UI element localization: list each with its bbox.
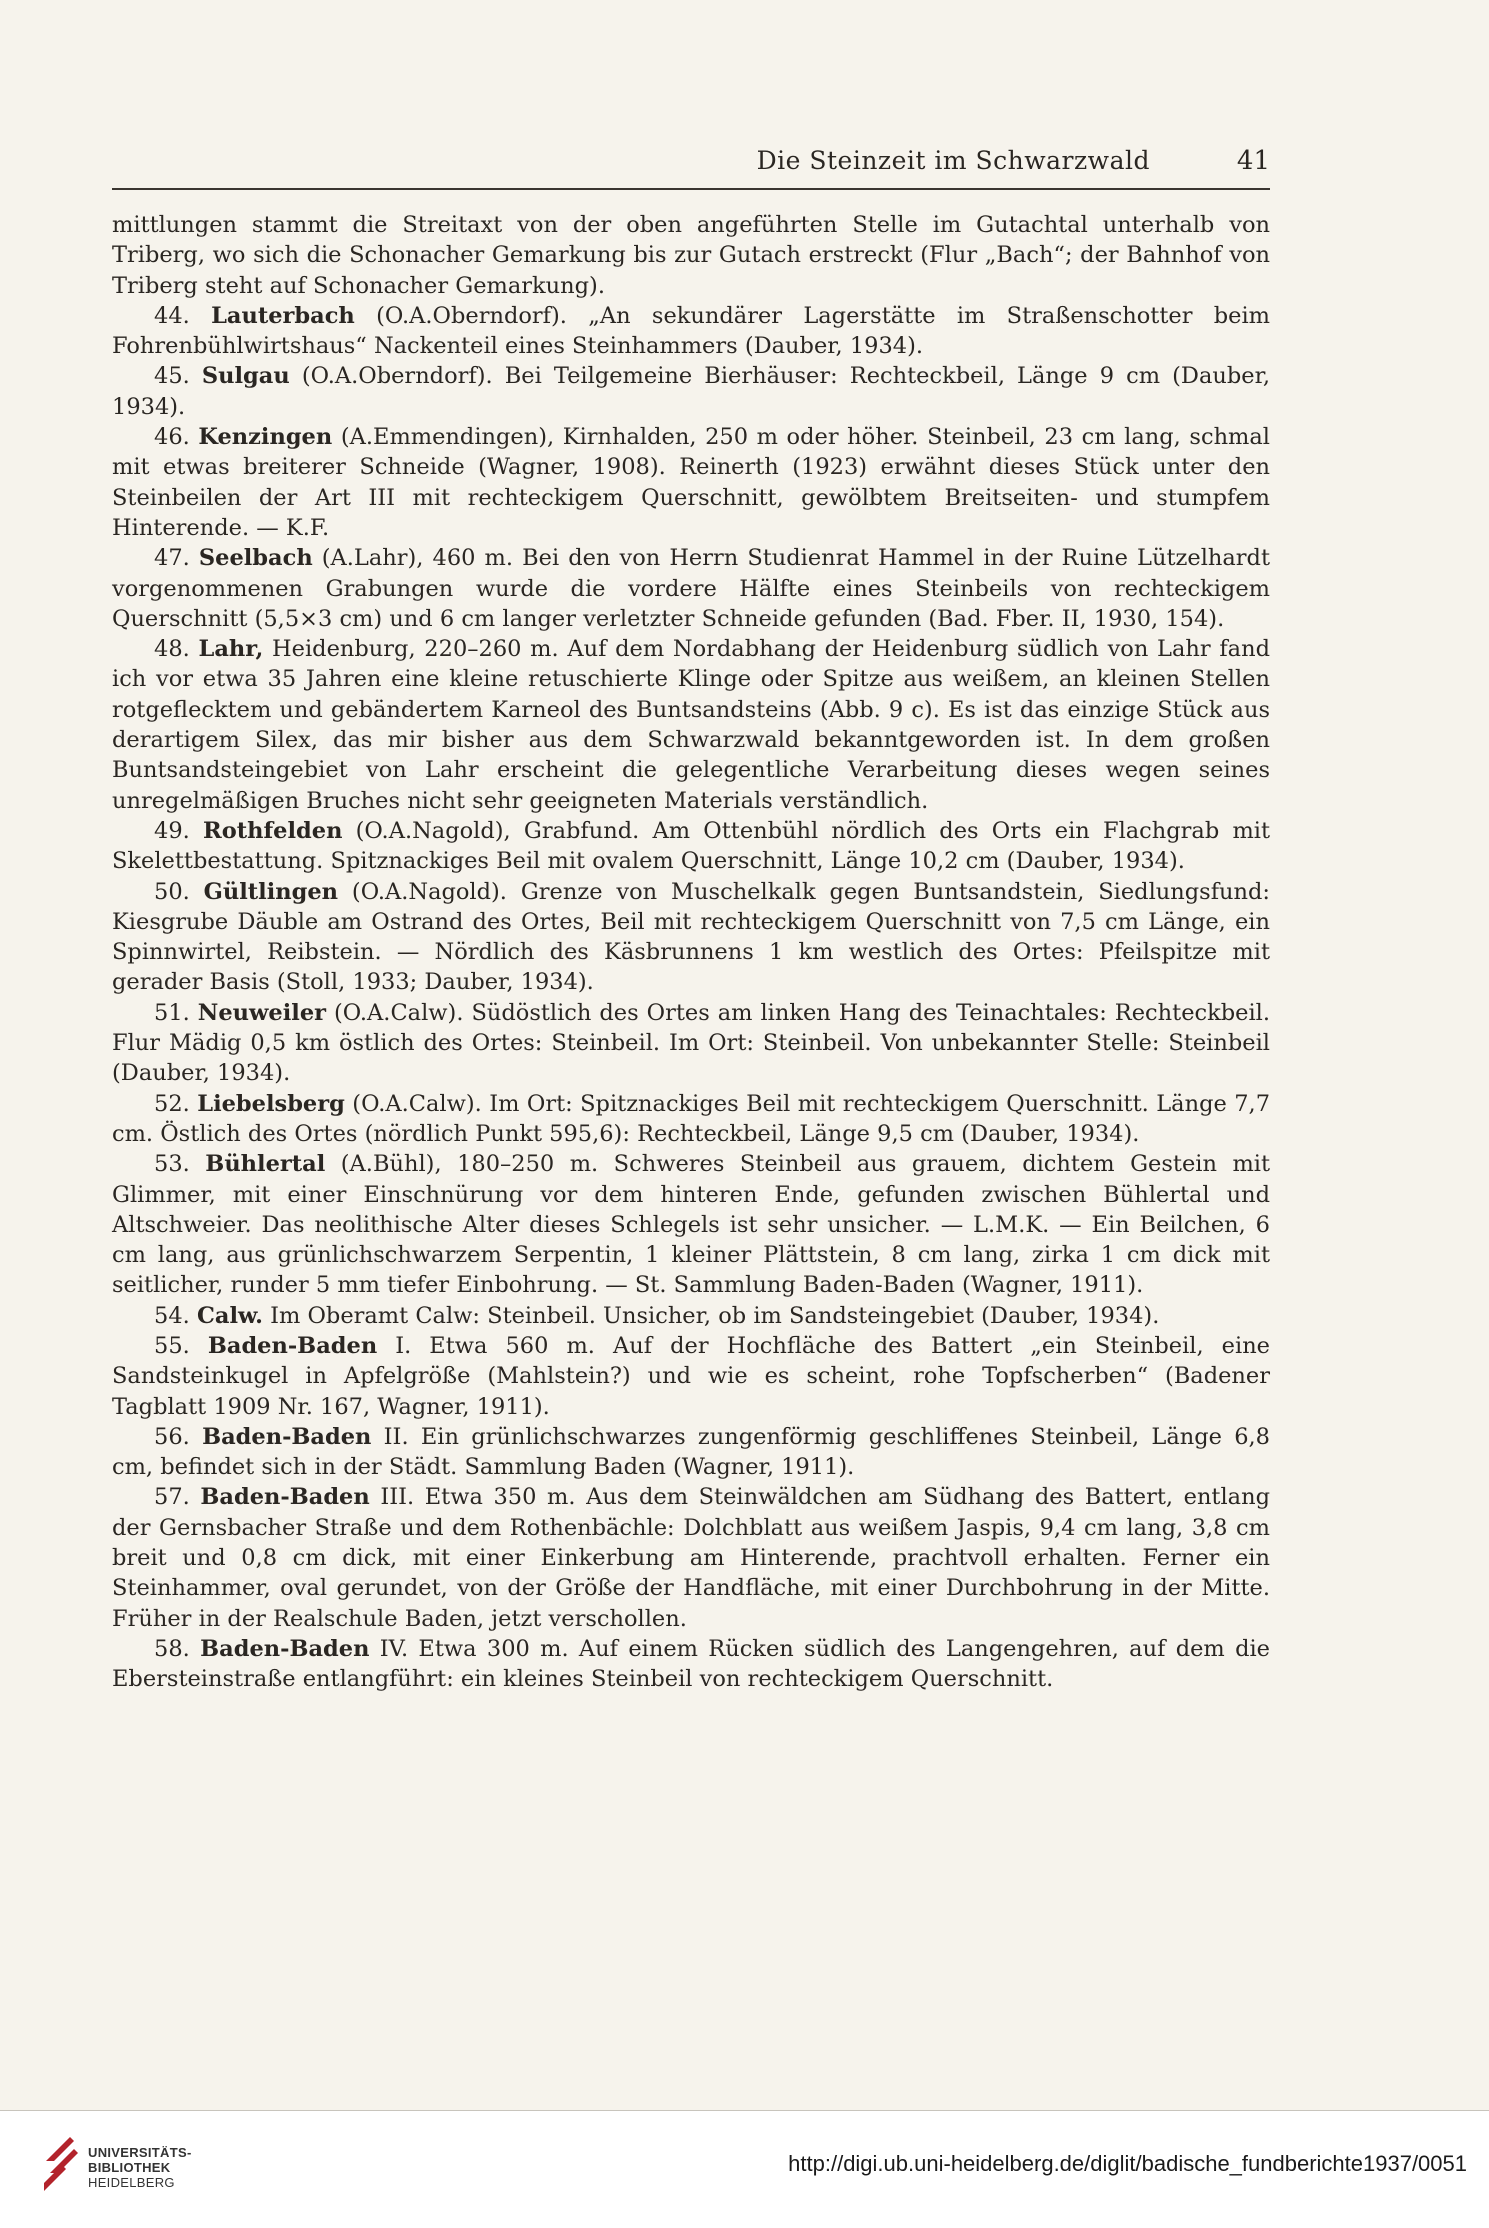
entry-place-name: Baden-Baden [207,1332,378,1359]
entry-number: 47. [154,545,190,572]
library-name-line: HEIDELBERG [88,2175,175,2190]
entry-number: 48. [154,636,190,663]
entry-place-name: Baden-Baden [200,1635,370,1662]
entry-text: (O.A.Oberndorf). „An sekundärer Lagerstätte im Straßenschotter beim Fohrenbühlwirtshaus“ Nackenteil eines Steinhammers (Dauber, 1934). [112,302,1271,360]
entry-text: mittlungen stammt die Streitaxt von der oben angeführten Stelle im Gutachtal unterhalb von Triberg, wo sich die Schonacher Gemarkung bis zur Gutach erstreckt (Flur „Bach“; der Bahnhof von Triberg steht auf Schonacher Gemarkung). [112,212,1270,299]
entry-text: Heidenburg, 220–260 m. Auf dem Nordabhang der Heidenburg südlich von Lahr fand ich vor etwa 35 Jahren eine kleine retuschierte Klinge oder Spitze aus weißem, an kleinen Stellen rotgeflecktem und gebändertem Karneol des Buntsandsteins (Abb. 9 c). Es ist das einzige Stück aus derartigem Silex, das mir bisher aus dem Schwarzwald bekanntgeworden ist. In dem großen Buntsandsteingebiet von Lahr erscheint die gelegentliche Verarbeitung dieses wegen seines unregelmäßigen Bruches nicht sehr geeigneten Materials verständlich. [112,636,1270,814]
entry-paragraph [112,1149,1270,1300]
entry-text: III. Etwa 350 m. Aus dem Steinwäldchen am Südhang des Battert, entlang der Gernsbacher Straße und dem Rothenbächle: Dolchblatt aus weißem Jaspis, 9,4 cm lang, 3,8 cm breit und 0,8 cm dick, mit einer Einkerbung am Hinterende, prachtvoll erhalten. Ferner ein Steinhammer, oval gerundet, von der Größe der Handfläche, mit einer Durchbohrung in der Mitte. Früher in der Realschule Baden, jetzt verschollen. [112,1484,1270,1632]
running-title: Die Steinzeit im Schwarzwald [756,146,1150,175]
entry-number: 54. [154,1302,190,1329]
entry-text: (O.A.Nagold), Grabfund. Am Ottenbühl nördlich des Orts ein Flachgrab mit Skelettbestattung. Spitznackiges Beil mit ovalem Querschnitt, Länge 10,2 cm (Dauber, 1934). [112,817,1271,875]
library-logo-icon [40,2135,80,2195]
entry-text: IV. Etwa 300 m. Auf einem Rücken südlich des Langengehren, auf dem die Ebersteinstraße entlangführt: ein kleines Steinbeil von rechteckigem Querschnitt. [112,1635,1270,1693]
entry-text: (A.Lahr), 460 m. Bei den von Herrn Studienrat Hammel in der Ruine Lützelhardt vorgenommenen Grabungen wurde die vordere Hälfte eines Steinbeils von rechteckigem Querschnitt (5,5×3 cm) und 6 cm langer verletzter Schneide gefunden (Bad. Fber. II, 1930, 154). [112,545,1270,632]
page-number: 41 [1236,146,1270,176]
entry-number: 52. [154,1090,190,1117]
entry-text: II. Ein grünlichschwarzes zungenförmig geschliffenes Steinbeil, Länge 6,8 cm, befindet sich in der Städt. Sammlung Baden (Wagner, 1911). [112,1423,1270,1481]
entry-place-name: Baden-Baden [202,1423,372,1450]
entry-paragraph [112,1089,1270,1150]
entry-number: 56. [154,1423,190,1450]
entry-place-name: Baden-Baden [200,1484,370,1511]
page-header [112,140,1270,190]
entry-number: 55. [154,1332,190,1359]
entry-paragraph [112,1634,1270,1695]
entry-paragraph [112,422,1270,543]
entry-number: 57. [154,1484,190,1511]
entry-paragraph [112,1331,1270,1422]
entry-paragraph [112,1482,1270,1633]
source-url-link[interactable]: http://digi.ub.uni-heidelberg.de/diglit/badische_fundberichte1937/0051 [788,2151,1467,2176]
entry-place-name: Neuweiler [197,999,326,1026]
entry-text: (O.A.Calw). Südöstlich des Ortes am linken Hang des Teinachtales: Rechteckbeil. Flur Mädig 0,5 km östlich des Ortes: Steinbeil. Im Ort: Steinbeil. Von unbekannter Stelle: Steinbeil (Dauber, 1934). [112,999,1271,1087]
entry-text: (O.A.Nagold). Grenze von Muschelkalk gegen Buntsandstein, Siedlungsfund: Kiesgrube Däuble am Ostrand des Ortes, Beil mit rechteckigem Querschnitt von 7,5 cm Länge, ein Spinnwirtel, Reibstein. — Nördlich des Käsbrunnens 1 km westlich des Ortes: Pfeilspitze mit gerader Basis (Stoll, 1933; Dauber, 1934). [112,878,1271,996]
entry-text: (A.Bühl), 180–250 m. Schweres Steinbeil aus grauem, dichtem Gestein mit Glimmer, mit einer Einschnürung vor dem hinteren Ende, gefunden zwischen Bühlertal und Altschweier. Das neolithische Alter dieses Schlegels ist sehr unsicher. — L.M.K. — Ein Beilchen, 6 cm lang, aus grünlichschwarzem Serpentin, 1 kleiner Plättstein, 8 cm lang, zirka 1 cm dick mit seitlicher, runder 5 mm tiefer Einbohrung. — St. Sammlung Baden-Baden (Wagner, 1911). [112,1151,1271,1299]
entry-number: 46. [154,424,190,451]
library-name-line: UNIVERSITÄTS- [88,2145,192,2160]
library-name [88,2145,192,2190]
library-name-line: BIBLIOTHEK [88,2160,171,2175]
entry-place-name: Seelbach [198,545,313,572]
entry-place-name: Liebelsberg [197,1090,345,1117]
entry-text: (O.A.Oberndorf). Bei Teilgemeine Bierhäuser: Rechteckbeil, Länge 9 cm (Dauber, 1934). [112,363,1271,420]
entry-text: Im Oberamt Calw: Steinbeil. Unsicher, ob im Sandsteingebiet (Dauber, 1934). [270,1302,1160,1329]
library-logo[interactable] [40,2131,240,2211]
entry-paragraph [112,634,1270,816]
entry-place-name: Bühlertal [205,1151,326,1178]
entry-number: 44. [154,302,190,329]
entry-number: 49. [154,817,190,844]
entry-number: 51. [154,999,190,1026]
entry-paragraph [112,301,1270,362]
entry-place-name: Sulgau [201,363,290,390]
entry-place-name: Lauterbach [211,302,355,329]
page-body [112,210,1270,1695]
entry-place-name: Lahr, [198,636,264,663]
entry-number: 45. [154,363,190,390]
entry-place-name: Rothfelden [203,817,343,844]
entry-paragraph [112,210,1270,301]
entry-text: (A.Emmendingen), Kirnhalden, 250 m oder höher. Steinbeil, 23 cm lang, schmal mit etwas breiterer Schneide (Wagner, 1908). Reinerth (1923) erwähnt dieses Stück unter den Steinbeilen der Art III mit rechteckigem Querschnitt, gewölbtem Breitseiten- und stumpfem Hinterende. — K.F. [112,424,1271,541]
entry-paragraph [112,361,1270,422]
entry-number: 50. [154,878,190,905]
entry-number: 53. [154,1151,190,1178]
entry-text: I. Etwa 560 m. Auf der Hochfläche des Battert „ein Steinbeil, eine Sandsteinkugel in Apfelgröße (Mahlstein?) und wie es scheint, rohe Topfscherben“ (Badener Tagblatt 1909 Nr. 167, Wagner, 1911). [112,1332,1271,1420]
entry-paragraph [112,877,1270,998]
entry-paragraph [112,1301,1270,1331]
entry-paragraph [112,998,1270,1089]
entry-paragraph [112,816,1270,877]
entry-place-name: Calw. [196,1302,263,1329]
entry-text: (O.A.Calw). Im Ort: Spitznackiges Beil mit rechteckigem Querschnitt. Länge 7,7 cm. Östlich des Ortes (nördlich Punkt 595,6): Rechteckbeil, Länge 9,5 cm (Dauber, 1934). [112,1090,1271,1147]
entry-number: 58. [154,1635,190,1662]
entry-paragraph [112,543,1270,634]
entry-place-name: Kenzingen [198,424,333,451]
entry-place-name: Gültlingen [203,878,339,905]
entry-paragraph [112,1422,1270,1483]
footer-bar [0,2110,1489,2228]
